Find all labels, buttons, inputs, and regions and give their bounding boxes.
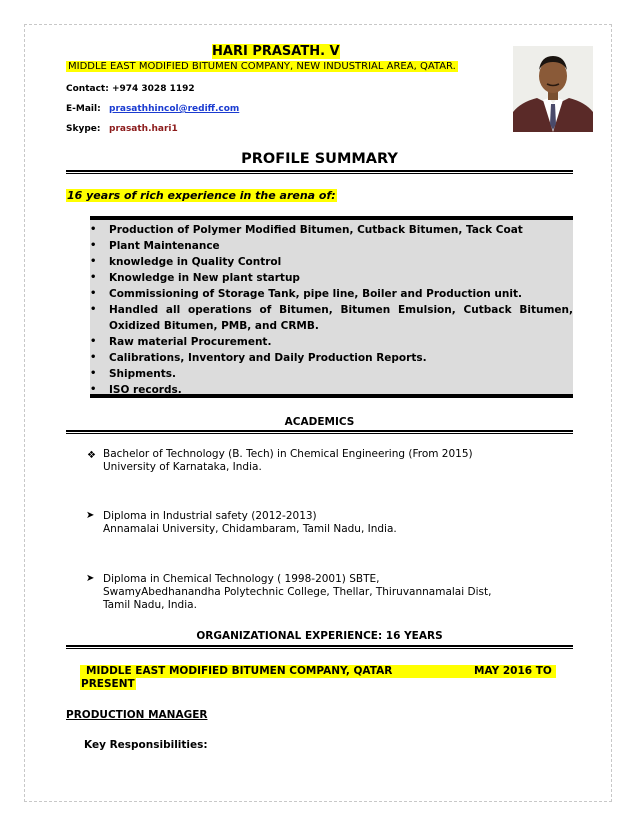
academic-institution: Annamalai University, Chidambaram, Tamil Nadu, India. bbox=[103, 523, 397, 535]
diamond-bullet-icon: ❖ bbox=[87, 450, 96, 461]
summary-item: • ISO records. bbox=[90, 382, 573, 398]
profile-photo-image bbox=[513, 46, 593, 132]
summary-item: • Knowledge in New plant startup bbox=[90, 270, 573, 286]
summary-item: • Commissioning of Storage Tank, pipe line, Boiler and Production unit. bbox=[90, 286, 573, 302]
academic-location: Tamil Nadu, India. bbox=[103, 599, 197, 611]
contact-label: Contact bbox=[66, 84, 106, 94]
summary-item: • Raw material Procurement. bbox=[90, 334, 573, 350]
academic-degree: Diploma in Industrial safety (2012-2013) bbox=[103, 510, 317, 522]
key-responsibilities-heading: Key Responsibilities: bbox=[84, 739, 208, 751]
summary-list bbox=[90, 222, 573, 398]
summary-item: • Shipments. bbox=[90, 366, 573, 382]
experience-rule bbox=[66, 645, 573, 649]
profile-photo bbox=[513, 46, 593, 132]
profile-summary-rule bbox=[66, 170, 573, 174]
skype-value: prasath.hari1 bbox=[109, 124, 178, 134]
current-company: MIDDLE EAST MODIFIED BITUMEN COMPANY, NEW INDUSTRIAL AREA, QATAR. bbox=[68, 61, 456, 72]
experience-period-start: MAY 2016 TO bbox=[474, 665, 552, 677]
summary-item: • Calibrations, Inventory and Daily Production Reports. bbox=[90, 350, 573, 366]
email-link[interactable]: prasathhincol@rediff.com bbox=[109, 104, 240, 114]
academic-institution: SwamyAbedhanandha Polytechnic College, Thellar, Thiruvannamalai Dist, bbox=[103, 586, 492, 598]
experience-title: ORGANIZATIONAL EXPERIENCE: 16 YEARS bbox=[196, 630, 443, 642]
arrow-bullet-icon: ➤ bbox=[86, 573, 95, 584]
summary-item: • Production of Polymer Modified Bitumen, Cutback Bitumen, Tack Coat bbox=[90, 222, 573, 238]
academics-rule bbox=[66, 430, 573, 434]
candidate-name: HARI PRASATH. V bbox=[212, 44, 340, 59]
email-label: E-Mail: bbox=[66, 104, 101, 114]
experience-intro: 16 years of rich experience in the arena of: bbox=[67, 189, 336, 202]
academics-title: ACADEMICS bbox=[284, 416, 355, 428]
summary-item: • knowledge in Quality Control bbox=[90, 254, 573, 270]
experience-period-end: PRESENT bbox=[81, 678, 135, 690]
contact-row bbox=[66, 84, 195, 94]
summary-item: • Plant Maintenance bbox=[90, 238, 573, 254]
academic-institution: University of Karnataka, India. bbox=[103, 461, 262, 473]
skype-label: Skype: bbox=[66, 124, 101, 134]
academic-degree: Diploma in Chemical Technology ( 1998-2001) SBTE, bbox=[103, 573, 380, 585]
arrow-bullet-icon: ➤ bbox=[86, 510, 95, 521]
job-title: PRODUCTION MANAGER bbox=[66, 709, 208, 721]
profile-summary-title: PROFILE SUMMARY bbox=[241, 151, 398, 167]
contact-value: : +974 3028 1192 bbox=[105, 84, 195, 94]
academic-degree: Bachelor of Technology (B. Tech) in Chemical Engineering (From 2015) bbox=[103, 448, 473, 460]
summary-item: • Handled all operations of Bitumen, Bitumen Emulsion, Cutback Bitumen, Oxidized Bitumen, PMB, and CRMB. bbox=[90, 302, 573, 334]
experience-company: MIDDLE EAST MODIFIED BITUMEN COMPANY, QATAR bbox=[86, 665, 393, 677]
